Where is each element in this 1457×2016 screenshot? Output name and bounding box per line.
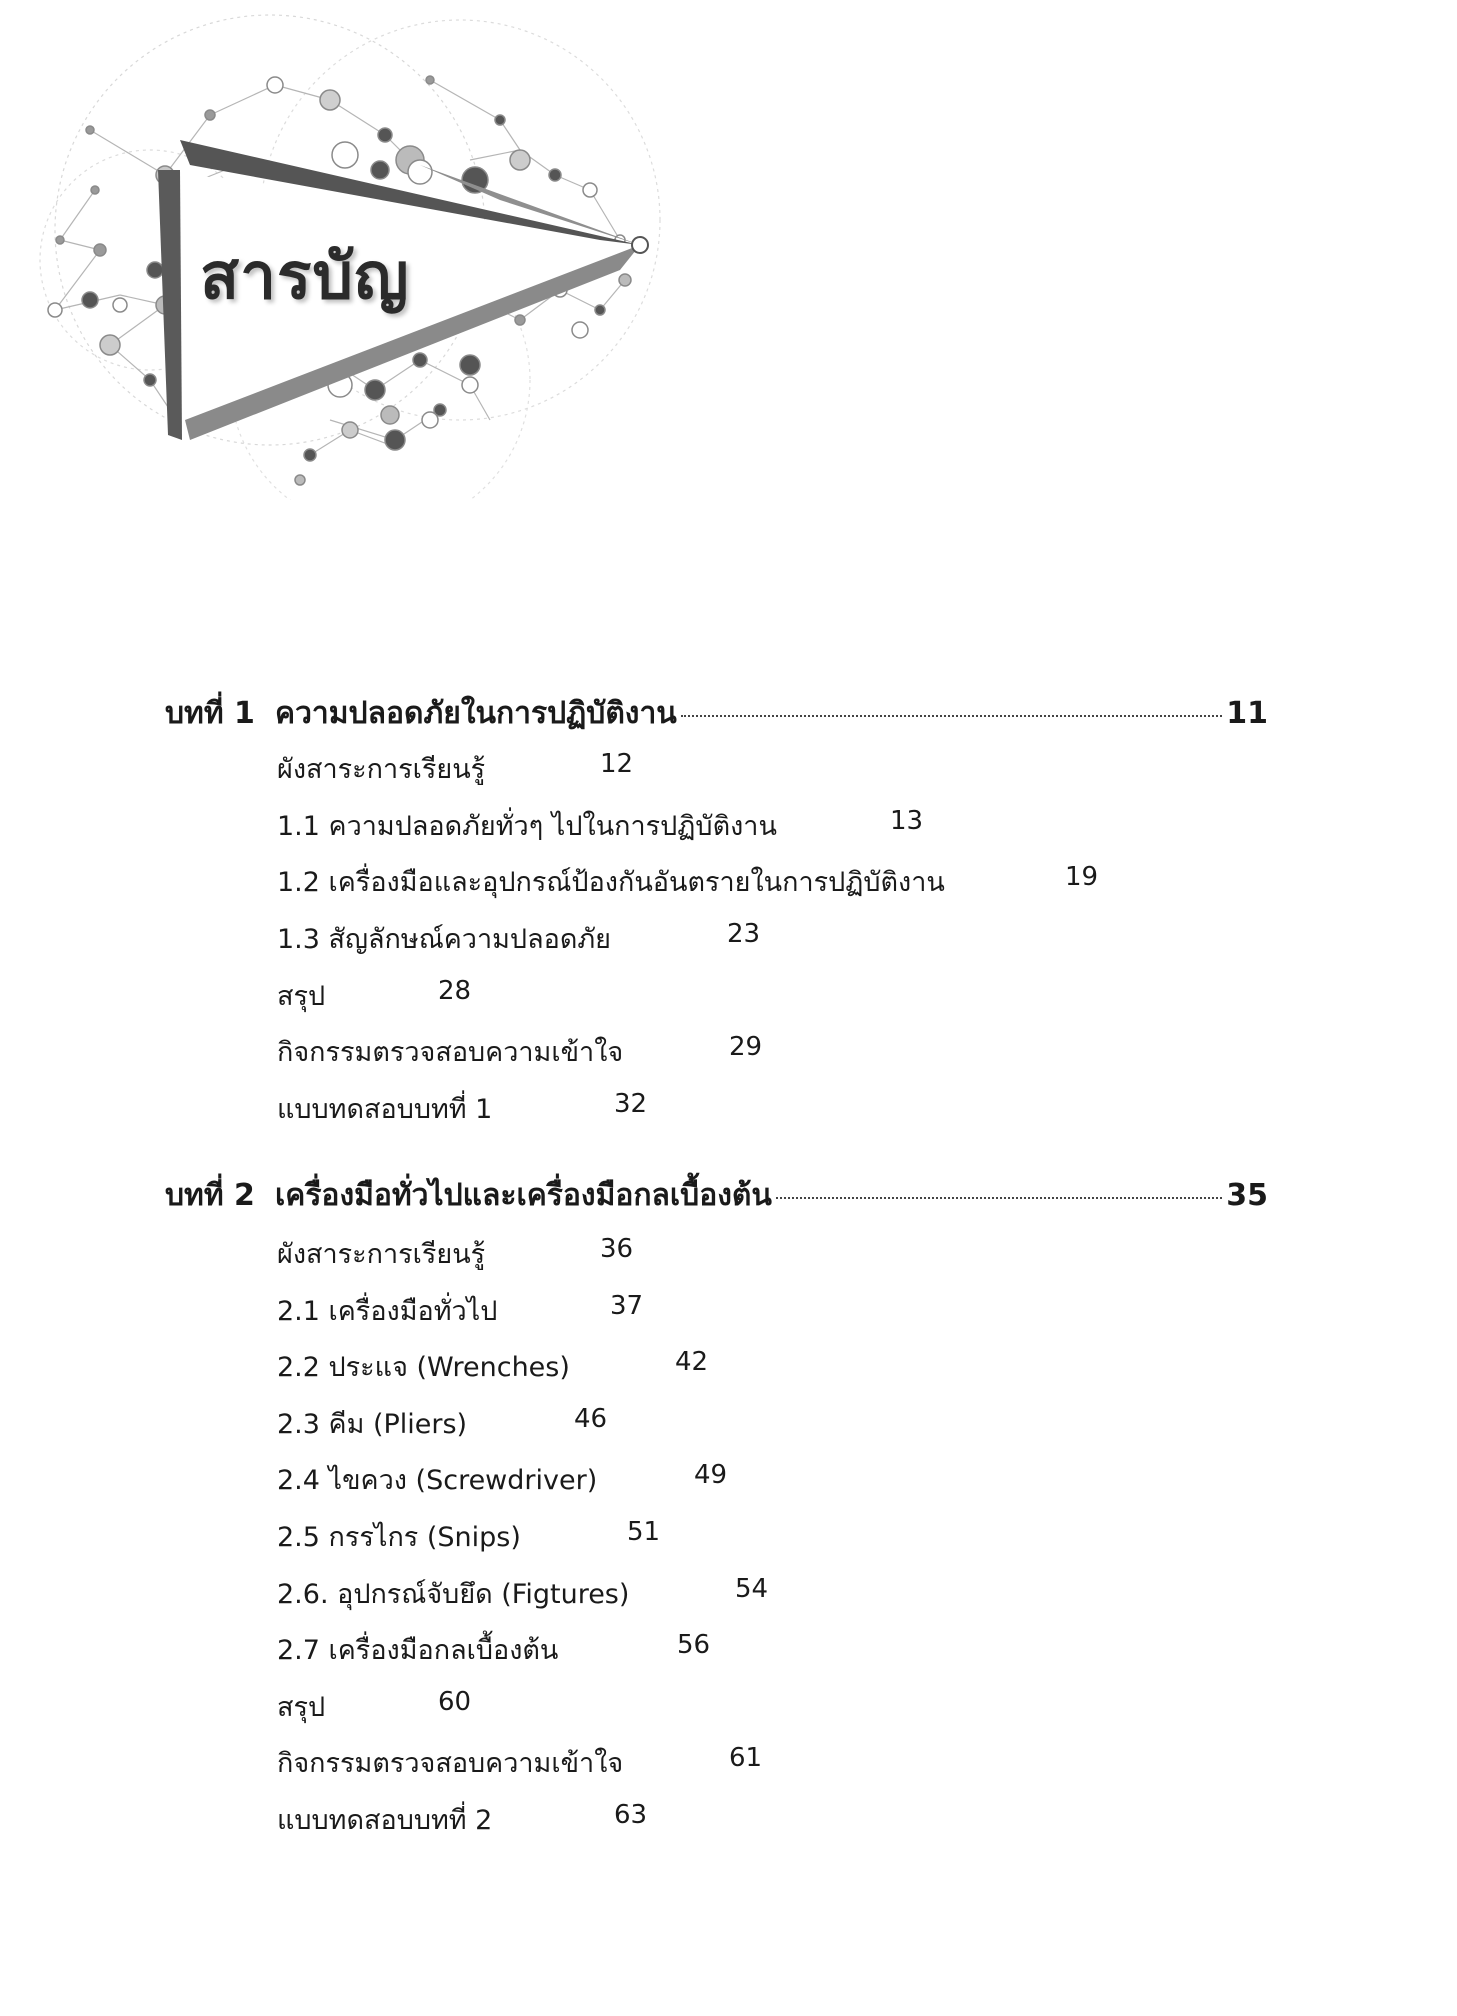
toc-item[interactable]: กิจกรรมตรวจสอบความเข้าใจ — [277, 1037, 624, 1068]
toc-item[interactable]: 2.3 คีม (Pliers) — [277, 1409, 468, 1440]
chapter-heading[interactable] — [165, 1172, 1268, 1219]
toc-item-page: 61 — [729, 1743, 763, 1773]
chapter-page: 35 — [1226, 1178, 1268, 1213]
dot-leader — [681, 715, 1222, 717]
toc-item[interactable]: ผังสาระการเรียนรู้ — [277, 754, 486, 785]
toc-item[interactable]: 2.1 เครื่องมือทั่วไป — [277, 1296, 498, 1327]
toc-item[interactable]: แบบทดสอบบทที่ 2 — [277, 1805, 493, 1836]
chapter-number: บทที่ 2 — [165, 1178, 255, 1213]
toc-item-page: 28 — [438, 976, 472, 1006]
toc-item[interactable]: แบบทดสอบบทที่ 1 — [277, 1094, 493, 1125]
toc-item[interactable]: 1.2 เครื่องมือและอุปกรณ์ป้องกันอันตรายในการปฏิบัติงาน — [277, 867, 945, 898]
toc-item-page: 37 — [610, 1291, 644, 1321]
toc-item[interactable]: กิจกรรมตรวจสอบความเข้าใจ — [277, 1748, 624, 1779]
toc-item-page: 60 — [438, 1687, 472, 1717]
toc-item-page: 36 — [600, 1234, 634, 1264]
toc-item[interactable]: 1.3 สัญลักษณ์ความปลอดภัย — [277, 924, 611, 955]
toc-item-page: 13 — [890, 806, 924, 836]
chapter-page: 11 — [1226, 696, 1268, 731]
toc-item-page: 51 — [627, 1517, 661, 1547]
toc-item[interactable]: สรุป — [277, 981, 326, 1012]
toc-item[interactable]: 2.2 ประแจ (Wrenches) — [277, 1352, 570, 1383]
toc-item-page: 32 — [614, 1089, 648, 1119]
toc-item-page: 49 — [694, 1460, 728, 1490]
toc-item[interactable]: 2.7 เครื่องมือกลเบื้องต้น — [277, 1635, 559, 1666]
toc-item[interactable]: 2.4 ไขควง (Screwdriver) — [277, 1465, 598, 1496]
chapter-heading[interactable] — [165, 690, 1268, 737]
toc-item[interactable]: 2.5 กรรไกร (Snips) — [277, 1522, 521, 1553]
toc-item-page: 63 — [614, 1800, 648, 1830]
toc-item-page: 23 — [727, 919, 761, 949]
toc-item-page: 54 — [735, 1574, 769, 1604]
chapter-number: บทที่ 1 — [165, 696, 255, 731]
toc-item[interactable]: สรุป — [277, 1692, 326, 1723]
toc-item-page: 12 — [600, 749, 634, 779]
page-title: สารบัญ — [200, 240, 410, 314]
toc-item-page: 19 — [1065, 862, 1099, 892]
toc-item[interactable]: 2.6. อุปกรณ์จับยึด (Figtures) — [277, 1579, 630, 1610]
chapter-title: ความปลอดภัยในการปฏิบัติงาน — [275, 696, 677, 731]
chapter-title: เครื่องมือทั่วไปและเครื่องมือกลเบื้องต้น — [275, 1178, 772, 1213]
dot-leader — [776, 1197, 1222, 1199]
toc-item-page: 46 — [574, 1404, 608, 1434]
toc-item-page: 56 — [677, 1630, 711, 1660]
toc-item[interactable]: 1.1 ความปลอดภัยทั่วๆ ไปในการปฏิบัติงาน — [277, 811, 777, 842]
toc-item[interactable]: ผังสาระการเรียนรู้ — [277, 1239, 486, 1270]
toc-item-page: 29 — [729, 1032, 763, 1062]
toc-item-page: 42 — [675, 1347, 709, 1377]
